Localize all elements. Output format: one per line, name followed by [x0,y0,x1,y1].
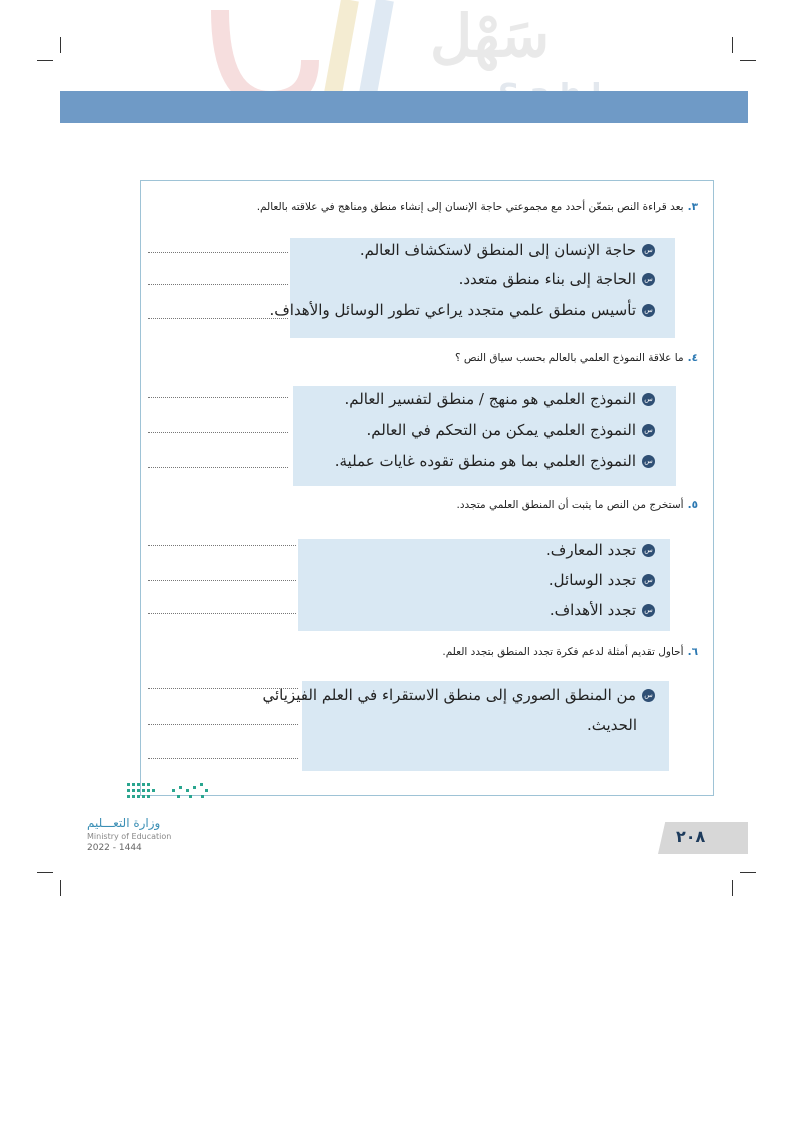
answer-bullet-icon: س [642,424,655,437]
answer-bullet-icon: س [642,244,655,257]
answer-item [459,270,655,288]
crop-mark [60,880,61,896]
answer-text: من المنطق الصوري إلى منطق الاستقراء في العلم الفيزيائي [262,686,636,704]
watermark-arabic: سَهْل [430,2,550,70]
crop-mark [732,37,733,53]
answer-text: النموذج العلمي هو منهج / منطق لتفسير العالم. [344,390,636,408]
answer-bullet-icon: س [642,604,655,617]
crop-mark [60,37,61,53]
answer-item [366,421,655,439]
crop-mark [740,872,756,873]
question-number: ٤. [687,352,698,364]
answer-bullet-icon: س [642,574,655,587]
answer-text: الحاجة إلى بناء منطق متعدد. [458,270,636,288]
question-number: ٦. [687,646,698,658]
question-6 [442,646,698,658]
ministry-name-english: Ministry of Education [87,832,172,841]
crop-mark [37,60,53,61]
answer-bullet-icon: س [642,689,655,702]
answer-item [335,452,655,470]
question-3 [257,201,698,213]
answer-item [550,601,655,619]
crop-mark [37,872,53,873]
answer-line [148,758,298,759]
question-4 [455,352,698,364]
answer-item [263,686,656,704]
answer-bullet-icon: س [642,393,655,406]
answer-line [148,284,288,285]
answer-text: النموذج العلمي بما هو منطق تقوده غايات عملية. [334,452,636,470]
answer-item [587,716,637,734]
question-text: أحاول تقديم أمثلة لدعم فكرة تجدد المنطق بتجدد العلم. [442,646,684,658]
answer-item [360,241,655,259]
answer-text: تأسيس منطق علمي متجدد يراعي تطور الوسائل والأهداف. [269,301,636,319]
answer-bullet-icon: س [642,544,655,557]
answer-text: الحديث. [587,716,637,734]
answer-text: تجدد المعارف. [546,541,636,559]
header-band [60,91,748,123]
answer-text: حاجة الإنسان إلى المنطق لاستكشاف العالم. [359,241,636,259]
answer-bullet-icon: س [642,304,655,317]
question-text: ما علاقة النموذج العلمي بالعالم بحسب سياق النص ؟ [454,352,684,364]
answer-item [546,541,655,559]
question-5 [457,499,698,511]
answer-line [148,580,296,581]
answer-line [148,467,288,468]
page-number: ٢٠٨ [676,827,706,846]
crop-mark [740,60,756,61]
question-number: ٣. [687,201,698,213]
question-number: ٥. [687,499,698,511]
answer-item [549,571,655,589]
answer-text: النموذج العلمي يمكن من التحكم في العالم. [366,421,636,439]
question-text: بعد قراءة النص بتمعّن أحدد مع مجموعتي حاجة الإنسان إلى إنشاء منطق ومناهج في علاقته بالعالم. [256,201,684,213]
crop-mark [732,880,733,896]
edition-year: 2022 - 1444 [87,843,142,853]
answer-line [148,432,288,433]
answer-bullet-icon: س [642,273,655,286]
answer-item [269,301,655,319]
ministry-name-arabic: وزارة التعـــليم [87,816,161,830]
answer-bullet-icon: س [642,455,655,468]
answer-line [148,318,288,319]
answer-line [148,545,296,546]
question-text: أستخرج من النص ما يثبت أن المنطق العلمي متجدد. [456,499,684,511]
answer-line [148,724,298,725]
answer-line [148,252,288,253]
answer-item [344,390,655,408]
answer-text: تجدد الأهداف. [549,601,636,619]
ministry-logo-icon [127,781,209,803]
answer-line [148,613,296,614]
answer-line [148,397,288,398]
answer-text: تجدد الوسائل. [548,571,636,589]
